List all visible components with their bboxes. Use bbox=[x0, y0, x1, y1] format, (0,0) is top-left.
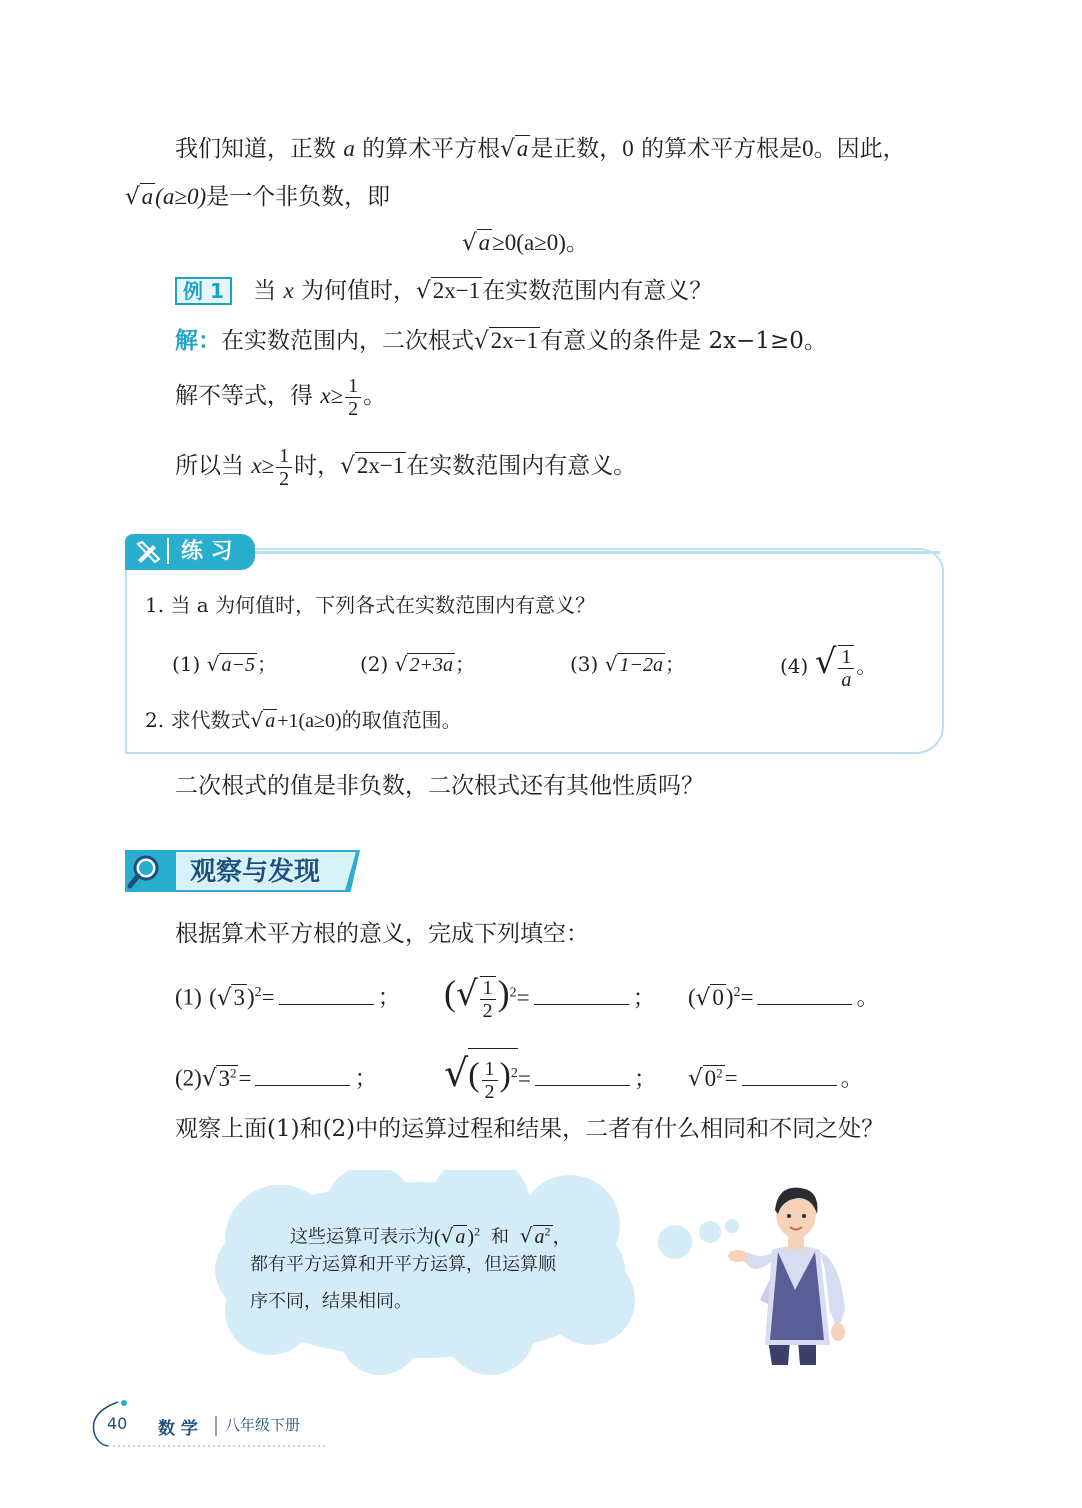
practice-item-2: (2) √ 2+3a ； bbox=[360, 652, 475, 676]
intro-line-2: √a(a≥0)是一个非负数，即 bbox=[125, 184, 391, 210]
tab-separator bbox=[167, 538, 169, 564]
footer-grade: 八年级下册 bbox=[225, 1416, 301, 1434]
practice-item-3: (3) √ 1−2a ； bbox=[570, 652, 685, 676]
practice-q1: 1. 当 a 为何值时，下列各式在实数范围内有意义？ bbox=[145, 593, 596, 617]
observe-title: 观察与发现 bbox=[190, 857, 321, 887]
observe-row1-item2: (√ $\frac{1}{2}$ )$^2$= ； bbox=[444, 973, 656, 1022]
page-number: 40 bbox=[107, 1414, 128, 1433]
observe-conclusion: 观察上面(1)和(2)中的运算过程和结果，二者有什么相同和不同之处？ bbox=[175, 1116, 885, 1142]
answer-blank[interactable] bbox=[255, 1065, 350, 1086]
answer-blank[interactable] bbox=[535, 1065, 630, 1086]
observe-row2-item1: $(2)√3^2=$ ； bbox=[175, 1065, 378, 1092]
example-tag: 例 1 bbox=[175, 277, 232, 305]
practice-q2: 2. 求代数式√ a +1(a≥0)的取值范围。 bbox=[145, 708, 462, 732]
observe-row2-item2: √( $\frac{1}{2}$ )$^2$= ； bbox=[444, 1042, 657, 1110]
answer-blank[interactable] bbox=[757, 984, 852, 1005]
footer-subject: 数 学 bbox=[158, 1419, 198, 1439]
solution-line-3: 所以当 x≥ $\frac{1}{2}$ 时，√2x−1在实数范围内有意义。 bbox=[175, 444, 637, 490]
practice-divider bbox=[255, 551, 940, 554]
observe-prompt: 根据算术平方根的意义，完成下列填空： bbox=[175, 921, 589, 947]
bubble-line-3: 序不同，结果相同。 bbox=[250, 1291, 412, 1312]
answer-blank[interactable] bbox=[742, 1065, 837, 1086]
fraction-one-half: $\frac{1}{2}$ bbox=[345, 375, 361, 420]
followup-question: 二次根式的值是非负数，二次根式还有其他性质吗？ bbox=[175, 773, 704, 799]
answer-blank[interactable] bbox=[534, 984, 629, 1005]
magnifier-icon bbox=[126, 852, 166, 890]
nonnegative-formula: √a≥0(a≥0)。 bbox=[462, 230, 589, 256]
sqrt-a: √a bbox=[500, 136, 529, 162]
solution-line-2: 解不等式，得 x≥ $\frac{1}{2}$ 。 bbox=[175, 374, 387, 420]
practice-item-4: (4) √ $\frac{1}{a}$ 。 bbox=[780, 642, 877, 691]
observe-row1-item3: $(√0)^2=$ 。 bbox=[688, 984, 880, 1011]
observe-row1-item1: (1) $(√3)^2=$ ； bbox=[175, 984, 401, 1011]
answer-blank[interactable] bbox=[279, 984, 374, 1005]
practice-title: 练 习 bbox=[181, 539, 233, 564]
student-illustration bbox=[720, 1180, 860, 1365]
example-question: 例 1 当 x 为何值时，√2x−1在实数范围内有意义？ bbox=[175, 276, 712, 306]
practice-tab bbox=[125, 534, 255, 570]
solution-line-1: 解：在实数范围内，二次根式√2x−1有意义的条件是 2x−1≥0。 bbox=[175, 328, 827, 354]
bubble-line-2: 都有平方运算和开平方运算，但运算顺 bbox=[250, 1254, 556, 1275]
bubble-line-1: 这些运算可表示为(√ a )$^2$ 和 √ $a^2$ ， bbox=[290, 1223, 573, 1248]
practice-item-1: (1) √ a−5 ； bbox=[172, 652, 277, 676]
intro-line-1: 我们知道，正数 a 的算术平方根√a是正数，0 的算术平方根是0。因此， bbox=[175, 136, 906, 162]
observe-row2-item3: $√0^2=$ 。 bbox=[688, 1065, 864, 1092]
pencil-ruler-icon bbox=[135, 540, 161, 564]
